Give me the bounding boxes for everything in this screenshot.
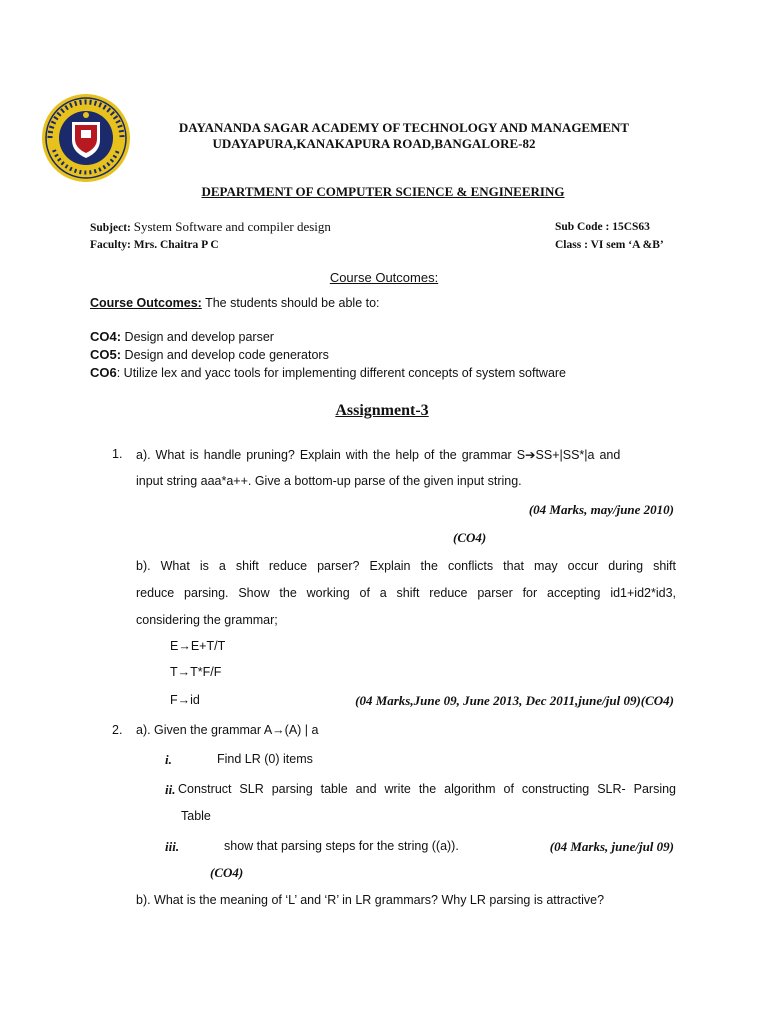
class-info: Class : VI sem ‘A &B’	[555, 239, 664, 251]
grammar-rule: E→E+T/T	[170, 639, 226, 653]
institution-address: UDAYAPURA,KANAKAPURA ROAD,BANGALORE-82	[212, 136, 536, 151]
q2a-line: a). Given the grammar A→(A) | a	[136, 723, 319, 737]
q2-sub-iii-text: show that parsing steps for the string ((a)).	[224, 839, 459, 853]
q1a-co: (CO4)	[453, 530, 487, 545]
q2-sub-iii-label: iii.	[165, 839, 180, 854]
course-outcomes-intro-label: Course Outcomes:	[90, 296, 202, 310]
subject-line	[90, 219, 331, 235]
outcome-item: CO5: Design and develop code generators	[90, 347, 329, 362]
q2-sub-iii-marks: (04 Marks, june/jul 09)	[549, 839, 674, 854]
q1a-marks: (04 Marks, may/june 2010)	[528, 502, 674, 517]
q2-sub-iii-co: (CO4)	[210, 865, 244, 880]
course-outcomes-heading: Course Outcomes:	[329, 270, 439, 285]
q1a-line2: input string aaa*a++. Give a bottom-up parse of the given input string.	[136, 474, 522, 488]
department-title: DEPARTMENT OF COMPUTER SCIENCE & ENGINEERING	[201, 184, 565, 199]
outcome-item: CO6: Utilize lex and yacc tools for implementing different concepts of system software	[90, 365, 567, 380]
subject-value: System Software and compiler design	[133, 219, 331, 234]
q1b-line3: considering the grammar;	[136, 613, 278, 627]
sub-code: Sub Code : 15CS63	[555, 221, 650, 233]
outcome-item: CO4: Design and develop parser	[90, 329, 274, 344]
q2-sub-ii-text2: Table	[181, 809, 211, 823]
q2-number: 2.	[112, 723, 123, 737]
q1b-marks: (04 Marks,June 09, June 2013, Dec 2011,june/jul 09)(CO4)	[355, 693, 674, 708]
q2-sub-i-label: i.	[165, 752, 172, 767]
q2-sub-ii-text1: Construct SLR parsing table and write the algorithm of constructing SLR- Parsing	[178, 782, 676, 796]
subject-label: Subject:	[90, 222, 131, 234]
faculty: Faculty: Mrs. Chaitra P C	[90, 239, 219, 251]
grammar-rule: F→id	[170, 693, 200, 707]
q2b-line: b). What is the meaning of ‘L’ and ‘R’ in LR grammars? Why LR parsing is attractive?	[136, 893, 605, 907]
institution-name: DAYANANDA SAGAR ACADEMY OF TECHNOLOGY AND MANAGEMENT	[178, 120, 630, 135]
arrow-right-icon: ➔	[525, 448, 536, 462]
q1b-line2: reduce parsing. Show the working of a shift reduce parser for accepting id1+id2*id3,	[136, 586, 676, 600]
q1a-line1: a). What is handle pruning? Explain with the help of the grammar S➔SS+|SS*|a and	[136, 448, 621, 462]
q2-sub-ii-label: ii.	[165, 782, 176, 797]
q1b-line1: b). What is a shift reduce parser? Explain the conflicts that may occur during shift	[136, 559, 676, 573]
assignment-title: Assignment-3	[335, 402, 429, 419]
q2-sub-i-text: Find LR (0) items	[217, 752, 313, 766]
course-outcomes-intro	[90, 296, 380, 310]
grammar-rule: T→T*F/F	[170, 665, 222, 679]
q1-number: 1.	[112, 447, 123, 461]
course-outcomes-intro-text: The students should be able to:	[201, 296, 380, 310]
